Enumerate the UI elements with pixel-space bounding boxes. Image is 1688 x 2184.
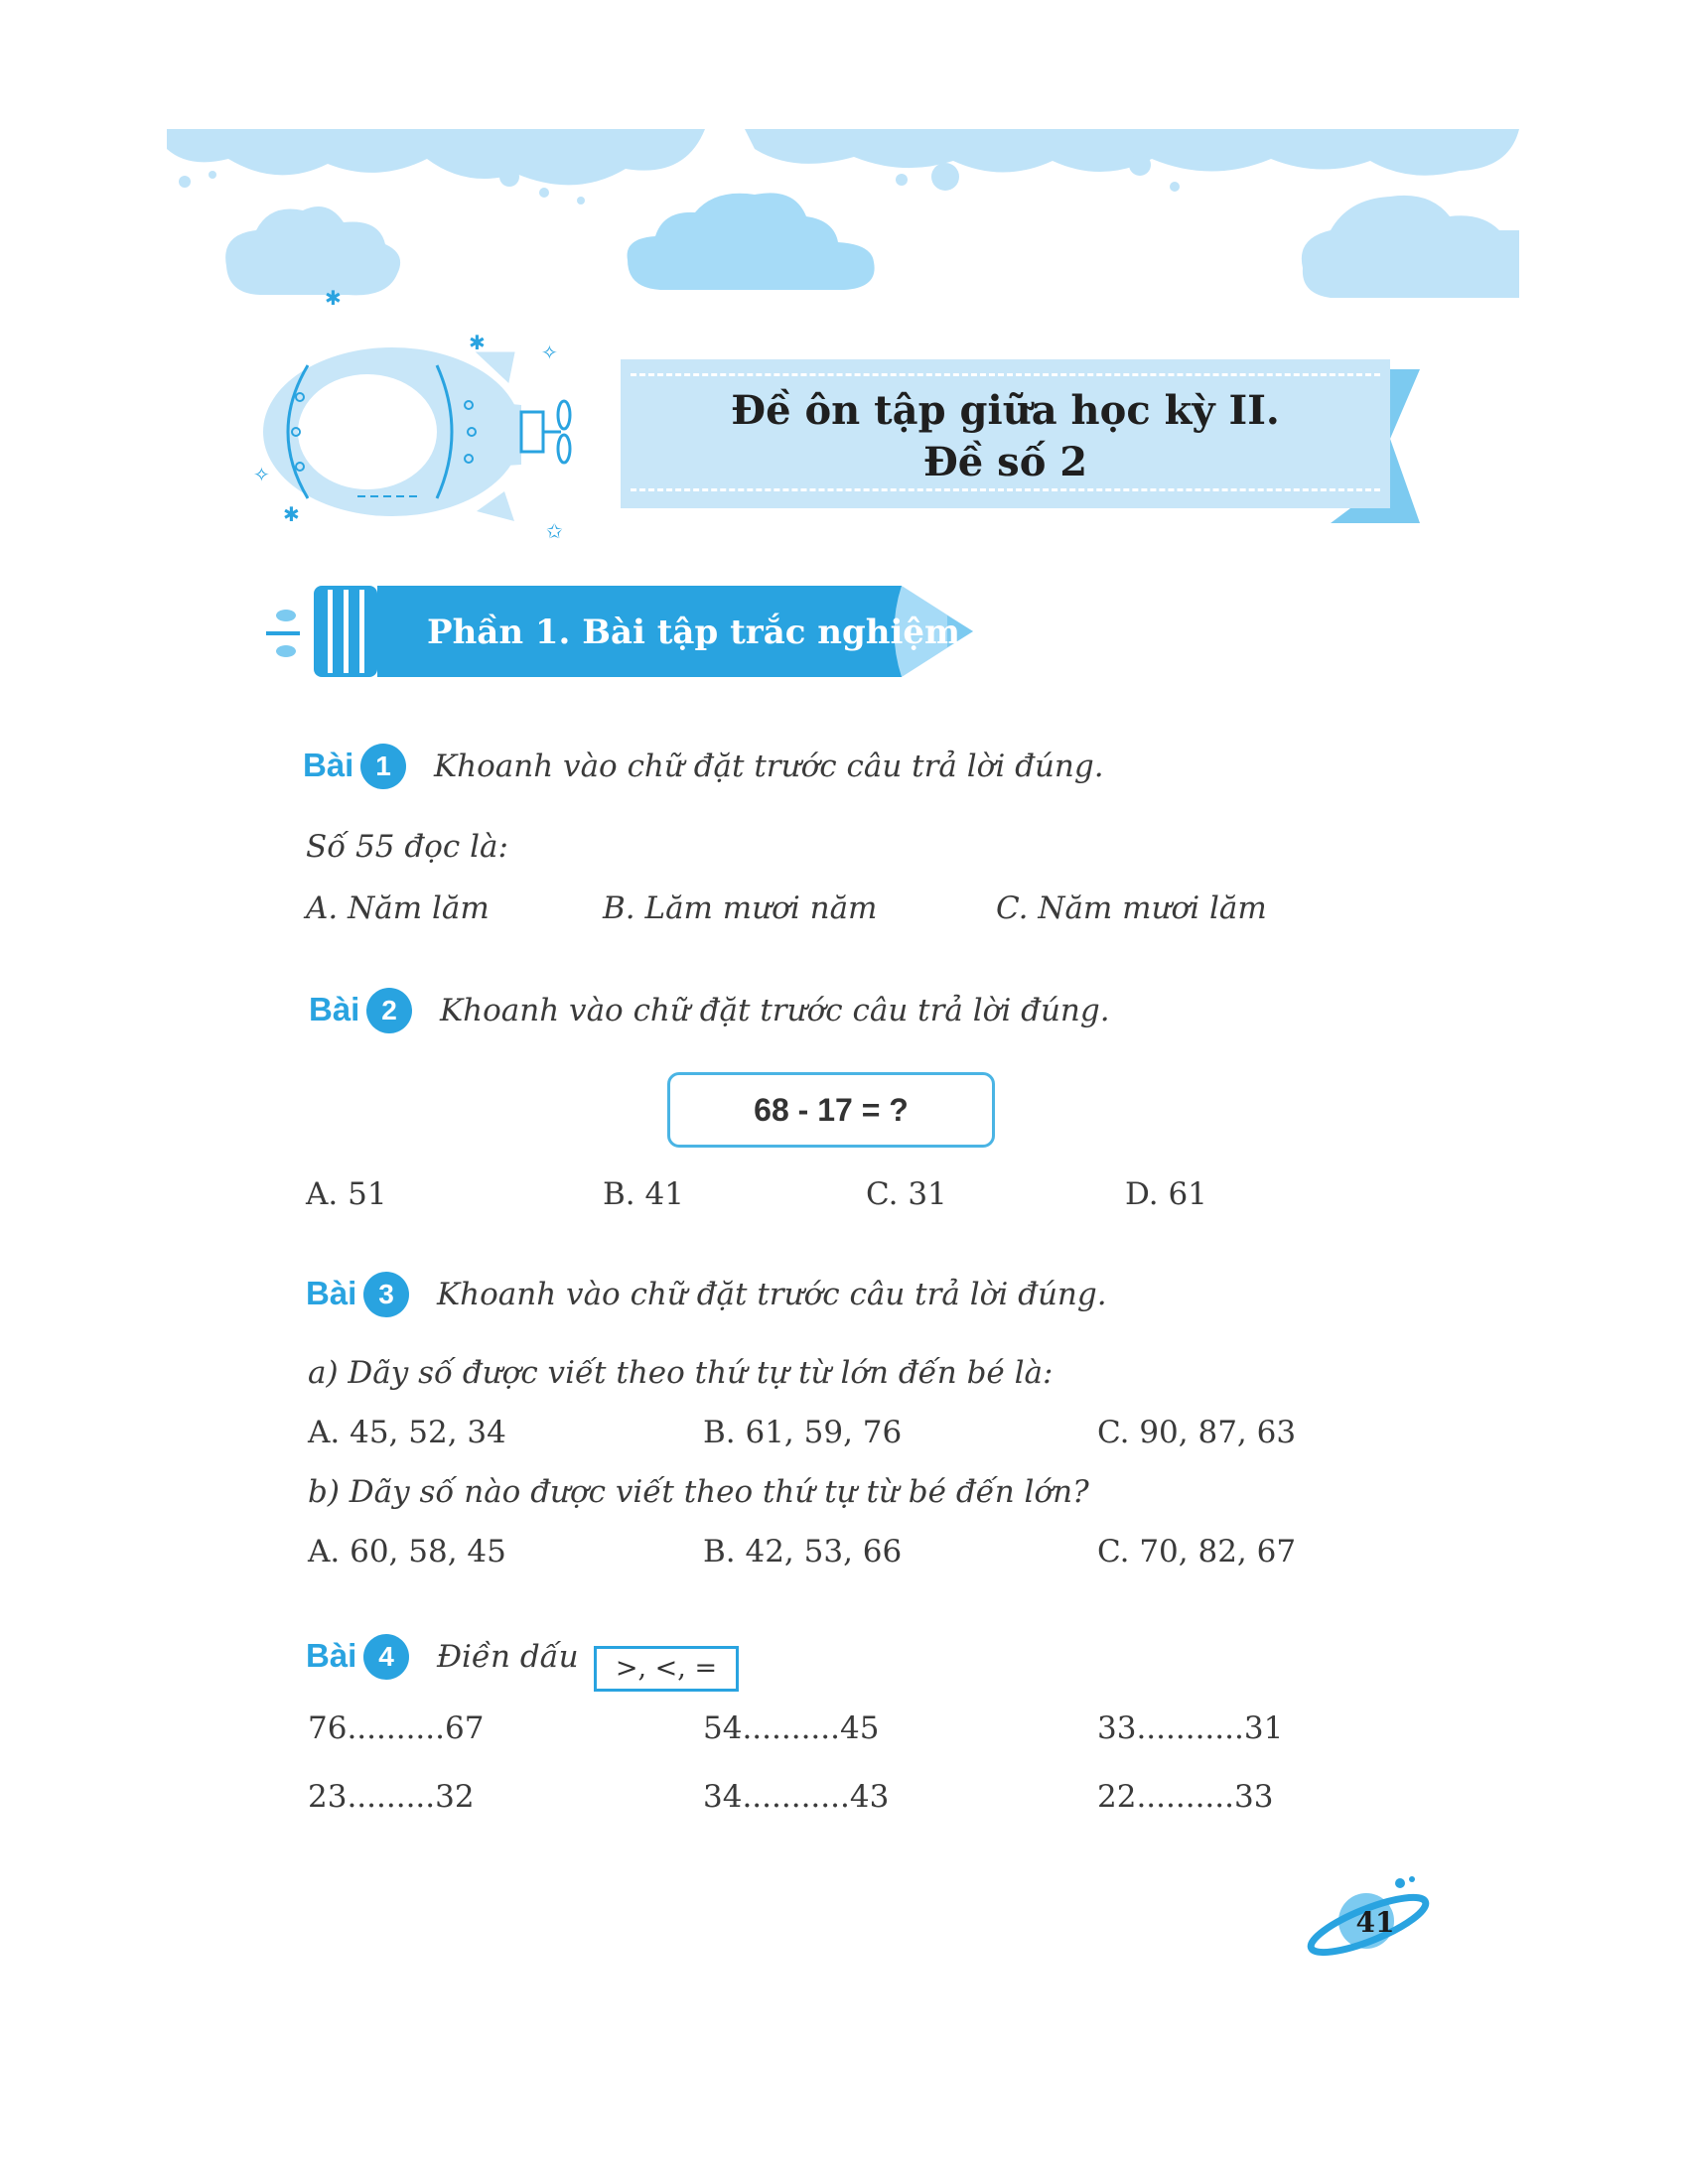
- exercise-4-instruction: Điền dấu: [437, 1639, 579, 1675]
- exercise-3b-question: b) Dãy số nào được viết theo thứ tự từ bé đến lớn?: [308, 1474, 1089, 1510]
- title-banner: [621, 359, 1390, 508]
- svg-text:✱: ✱: [283, 502, 300, 526]
- svg-text:✩: ✩: [546, 519, 563, 543]
- exercise-2-instruction: Khoanh vào chữ đặt trước câu trả lời đúng.: [440, 993, 1110, 1028]
- exercise-4-item-4: 23.........32: [308, 1779, 475, 1815]
- exercise-3-number-badge: 3: [363, 1272, 409, 1317]
- exercise-4-item-2: 54..........45: [703, 1710, 880, 1746]
- section-title: Phần 1. Bài tập trắc nghiệm: [427, 613, 960, 652]
- exercise-4-item-6: 22..........33: [1097, 1779, 1274, 1815]
- exercise-2-option-c: C. 31: [866, 1176, 947, 1212]
- exercise-1-option-b: B. Lăm mươi năm: [603, 890, 878, 926]
- page-number: 41: [1355, 1906, 1395, 1939]
- exercise-1-instruction: Khoanh vào chữ đặt trước câu trả lời đúng.: [434, 749, 1104, 784]
- exercise-3-label: Bài: [306, 1275, 357, 1311]
- exercise-1-number-badge: 1: [360, 744, 406, 789]
- exercise-4-signs-box: >, <, =: [594, 1646, 739, 1692]
- exercise-3-instruction: Khoanh vào chữ đặt trước câu trả lời đúng.: [437, 1277, 1107, 1312]
- exercise-3a-option-b: B. 61, 59, 76: [703, 1415, 903, 1450]
- exercise-4-item-5: 34...........43: [703, 1779, 890, 1815]
- exercise-3a-question: a) Dãy số được viết theo thứ tự từ lớn đến bé là:: [308, 1355, 1054, 1391]
- airship-illustration: [248, 328, 606, 556]
- page-title: [621, 385, 1390, 488]
- svg-text:✱: ✱: [469, 331, 486, 354]
- exercise-3b-option-b: B. 42, 53, 66: [703, 1534, 903, 1570]
- exercise-3a-option-c: C. 90, 87, 63: [1097, 1415, 1297, 1450]
- exercise-1-label: Bài: [303, 747, 354, 783]
- exercise-1-option-a: A. Năm lăm: [306, 890, 490, 926]
- exercise-2-expression: 68 - 17 = ?: [667, 1072, 995, 1148]
- exercise-2-number-badge: 2: [366, 988, 412, 1033]
- exercise-3b-option-c: C. 70, 82, 67: [1097, 1534, 1297, 1570]
- exercise-3b-option-a: A. 60, 58, 45: [308, 1534, 506, 1570]
- svg-text:✧: ✧: [253, 463, 270, 486]
- exercise-2-option-b: B. 41: [603, 1176, 684, 1212]
- exercise-1-question: Số 55 đọc là:: [306, 829, 508, 865]
- svg-text:✱: ✱: [325, 286, 342, 310]
- exercise-2-option-d: D. 61: [1125, 1176, 1207, 1212]
- exercise-4-number-badge: 4: [363, 1634, 409, 1680]
- exercise-3a-option-a: A. 45, 52, 34: [308, 1415, 506, 1450]
- exercise-4-label: Bài: [306, 1637, 357, 1674]
- exercise-2-label: Bài: [309, 991, 360, 1027]
- exercise-4-item-3: 33...........31: [1097, 1710, 1284, 1746]
- page-title-line1: Đề ôn tập giữa học kỳ II.: [731, 387, 1280, 434]
- svg-text:✧: ✧: [541, 341, 558, 364]
- page-title-line2: Đề số 2: [922, 439, 1088, 485]
- exercise-4-item-1: 76..........67: [308, 1710, 485, 1746]
- clouds-decoration: [0, 0, 1688, 328]
- exercise-1-option-c: C. Năm mươi lăm: [996, 890, 1267, 926]
- exercise-2-option-a: A. 51: [306, 1176, 387, 1212]
